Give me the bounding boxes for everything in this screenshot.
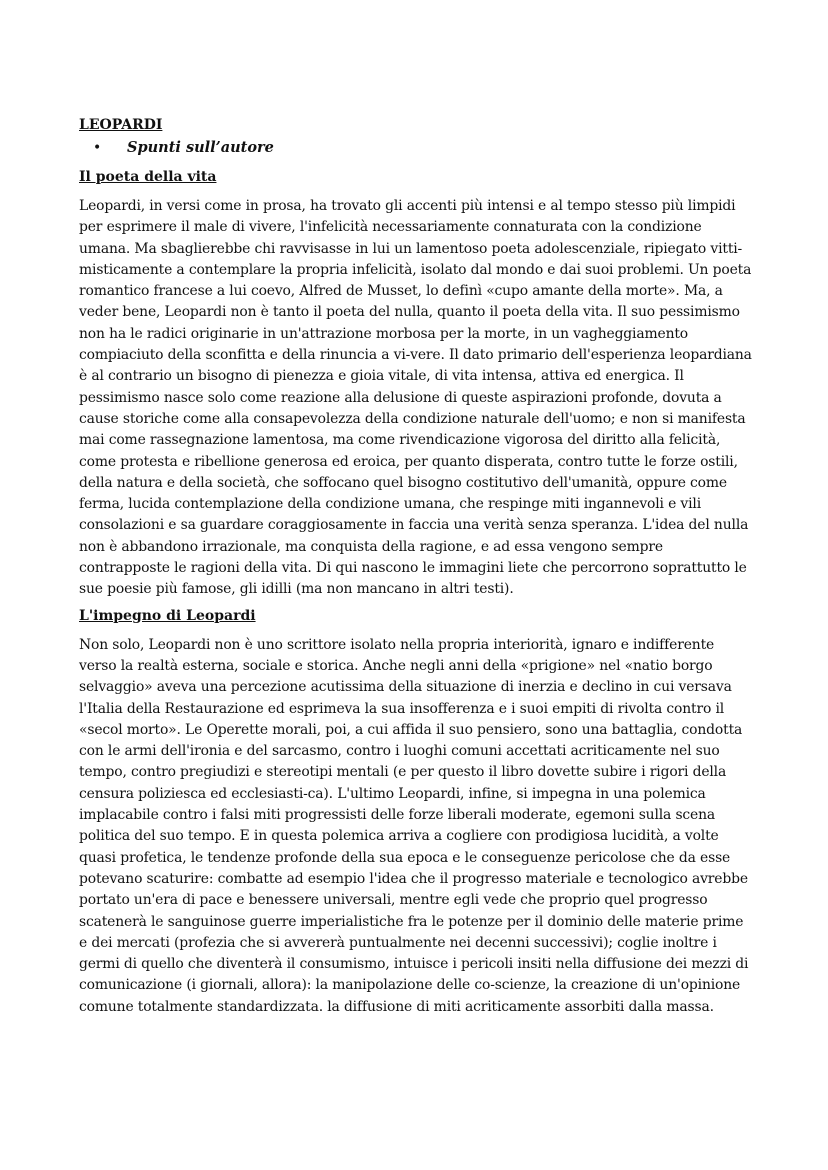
bullet-text: Spunti sull’autore	[127, 139, 274, 156]
section-paragraph-impegno: Non solo, Leopardi non è uno scrittore isolato nella propria interiorità, ignaro e indifferente verso la realtà esterna, sociale e storica. Anche negli anni della «prigione» nel «natio borgo selvaggio» aveva una percezione acutissima della situazione di inerzia e declino in cui versava l'Italia della Restaurazione ed esprimeva la sua insofferenza e i suoi empiti di rivolta contro il «secol morto». Le Operette morali, poi, a cui affida il suo pensiero, sono una battaglia, condotta con le armi dell'ironia e del sarcasmo, contro i luoghi comuni accettati acriticamente nel suo tempo, contro pregiudizi e stereotipi mentali (e per questo il libro dovette subire i rigori della censura poliziesca ed ecclesiasti-ca). L'ultimo Leopardi, infine, si impegna in una polemica implacabile contro i falsi miti progressisti delle forze liberali moderate, egemoni sulla scena politica del suo tempo. E in questa polemica arriva a cogliere con prodigiosa lucidità, a volte quasi profetica, le tendenze profonde della sua epoca e le conseguenze pericolose che da esse potevano scaturire: combatte ad esempio l'idea che il progresso materiale e tecnologico avrebbe portato un'era di pace e benessere universali, mentre egli vede che proprio quel progresso scatenerà le sanguinose guerre imperialistiche fra le potenze per il dominio delle materie prime e dei mercati (profezia che si avvererà puntualmente nei decenni successivi); coglie inoltre i germi di quello che diventerà il consumismo, intuisce i pericoli insiti nella diffusione dei mezzi di comunicazione (i giornali, allora): la manipolazione delle co-scienze, la creazione di un'opinione comune totalmente standardizzata. la diffusione di miti acriticamente assorbiti dalla massa.	[79, 636, 749, 1015]
document-page	[79, 116, 755, 1018]
document-title: LEOPARDI	[79, 117, 163, 133]
section-heading-poeta-della-vita: Il poeta della vita	[79, 169, 217, 185]
bullet-icon: •	[93, 140, 102, 156]
section-paragraph-poeta-della-vita: Leopardi, in versi come in prosa, ha trovato gli accenti più intensi e al tempo stesso più limpidi per esprimere il male di vivere, l'infelicità necessariamente connaturata con la condizione umana. Ma sbaglierebbe chi ravvisasse in lui un lamentoso poeta adolescenziale, ripiegato vitti-misticamente a contemplare la propria infelicità, isolato dal mondo e dai suoi problemi. Un poeta romantico francese a lui coevo, Alfred de Musset, lo definì «cupo amante della morte». Ma, a veder bene, Leopardi non è tanto il poeta del nulla, quanto il poeta della vita. Il suo pessimismo non ha le radici originarie in un'attrazione morbosa per la morte, in un vagheggiamento compiaciuto della sconfitta e della rinuncia a vi-vere. Il dato primario dell'esperienza leopardiana è al contrario un bisogno di pienezza e gioia vitale, di vita intensa, attiva ed energica. Il pessimismo nasce solo come reazione alla delusione di queste aspirazioni profonde, dovuta a cause storiche come alla consapevolezza della condizione naturale dell'uomo; e non si manifesta mai come rassegnazione lamentosa, ma come rivendicazione vigorosa del diritto alla felicità, come protesta e ribellione generosa ed eroica, per quanto disperata, contro tutte le forze ostili, della natura e della società, che soffocano quel bisogno costitutivo dell'umanità, oppure come ferma, lucida contemplazione della condizione umana, che respinge miti ingannevoli e vili consolazioni e sa guardare coraggiosamente in faccia una verità senza speranza. L'idea del nulla non è abbandono irrazionale, ma conquista della ragione, e ad essa vengono sempre contrapposte le ragioni della vita. Di qui nascono le immagini liete che percorrono soprattutto le sue poesie più famose, gli idilli (ma non mancano in altri testi).	[79, 198, 752, 598]
bullet-list-item	[93, 137, 755, 159]
section-heading-impegno: L'impegno di Leopardi	[79, 607, 256, 624]
